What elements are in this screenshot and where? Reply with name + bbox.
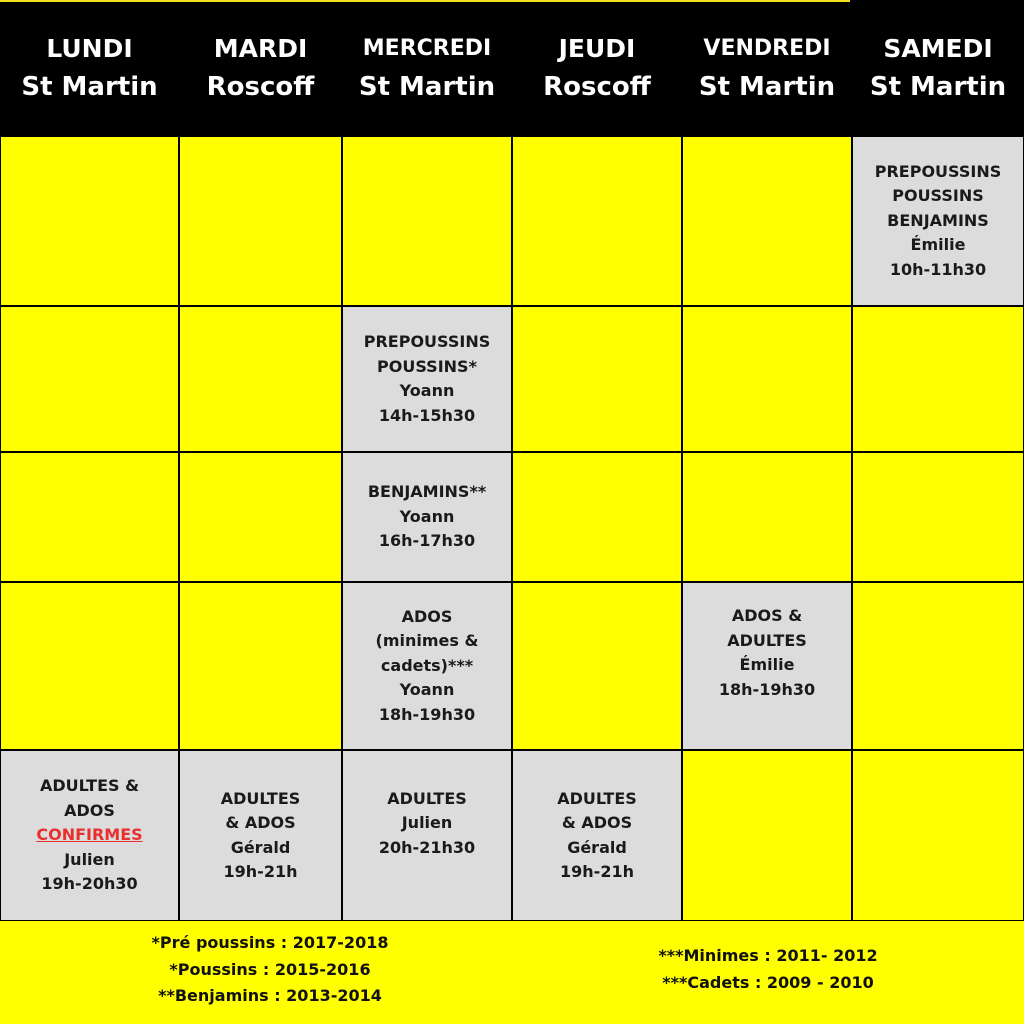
session-coach: Émilie (910, 235, 966, 255)
session-line: ADULTES (220, 788, 301, 808)
session-line: PREPOUSSINS (363, 332, 491, 351)
session-time: 19h-21h (223, 862, 298, 881)
day-header-vendredi (682, 0, 852, 136)
session-line: ADULTES (557, 788, 637, 808)
session-coach: Yoann (399, 680, 455, 700)
session-vendredi-ados-adultes (682, 582, 852, 750)
session-line: cadets)*** (380, 655, 474, 675)
session-mercredi-adultes (342, 750, 512, 921)
empty-cell (179, 136, 342, 306)
empty-cell (179, 306, 342, 452)
empty-cell (0, 136, 179, 306)
session-lundi-adultes (0, 750, 179, 921)
day-header-mercredi (342, 0, 512, 136)
session-line: POUSSINS* (377, 356, 477, 376)
session-jeudi-adultes (512, 750, 682, 921)
empty-cell (512, 306, 682, 452)
session-time: 18h-19h30 (718, 679, 816, 699)
session-text (364, 330, 491, 428)
session-time: 19h-21h (560, 862, 634, 881)
day-header-mardi (179, 0, 342, 136)
session-time: 18h-19h30 (378, 704, 476, 724)
day-location: St Martin (21, 72, 158, 102)
empty-cell (179, 452, 342, 582)
session-coach: Gérald (567, 837, 627, 857)
empty-cell (852, 582, 1024, 750)
session-time: 10h-11h30 (889, 259, 987, 279)
session-line: BENJAMINS (887, 210, 989, 230)
session-text (368, 480, 486, 554)
session-time: 19h-20h30 (41, 874, 138, 894)
session-text (36, 774, 142, 897)
legend-line: *Pré poussins : 2017-2018 (151, 933, 389, 952)
empty-cell (682, 136, 852, 306)
session-time: 14h-15h30 (378, 405, 476, 425)
session-time: 16h-17h30 (378, 531, 476, 551)
session-samedi-matin (852, 136, 1024, 306)
schedule-grid (0, 136, 1024, 921)
empty-cell (852, 306, 1024, 452)
empty-cell (0, 306, 179, 452)
empty-cell (852, 452, 1024, 582)
day-name: JEUDI (558, 34, 636, 63)
day-name: MERCREDI (362, 36, 492, 61)
empty-cell (0, 452, 179, 582)
day-location: Roscoff (543, 72, 651, 102)
session-line: ADULTES (387, 788, 467, 808)
session-time: 20h-21h30 (378, 837, 476, 857)
session-mercredi-ados (342, 582, 512, 750)
session-line: ADOS (401, 606, 453, 626)
day-name: MARDI (213, 34, 308, 63)
session-mercredi-prepoussins (342, 306, 512, 452)
empty-cell (512, 582, 682, 750)
empty-cell (682, 452, 852, 582)
empty-cell (512, 136, 682, 306)
day-name: SAMEDI (883, 34, 993, 63)
session-text (221, 787, 301, 885)
session-mercredi-benjamins (342, 452, 512, 582)
session-text (719, 604, 815, 702)
day-location: St Martin (358, 72, 496, 102)
session-line: ADOS (64, 800, 115, 820)
session-text (557, 787, 637, 885)
day-location: Roscoff (206, 72, 315, 102)
session-line: & ADOS (225, 813, 296, 832)
session-text (875, 160, 1002, 283)
session-line: BENJAMINS** (367, 482, 487, 502)
schedule-header (0, 0, 1024, 136)
empty-cell (342, 136, 512, 306)
session-coach: Émilie (739, 655, 795, 674)
session-text (376, 605, 479, 728)
legend-left (120, 930, 420, 1010)
session-coach: Julien (64, 849, 115, 869)
empty-cell (852, 750, 1024, 921)
confirmes-highlight: CONFIRMES (36, 825, 143, 845)
day-name: LUNDI (46, 34, 133, 63)
empty-cell (682, 750, 852, 921)
session-coach: Julien (401, 813, 453, 833)
session-line: ADULTES (727, 630, 807, 650)
session-mardi-adultes (179, 750, 342, 921)
empty-cell (512, 452, 682, 582)
legend-right (618, 943, 918, 996)
day-header-jeudi (512, 0, 682, 136)
session-line: ADOS & (731, 606, 803, 625)
age-legend (0, 921, 1024, 1024)
empty-cell (179, 582, 342, 750)
legend-line: ***Minimes : 2011- 2012 (658, 946, 878, 965)
session-text (379, 787, 475, 861)
session-line: PREPOUSSINS (874, 161, 1002, 181)
day-header-samedi (852, 0, 1024, 136)
session-line: ADULTES & (39, 776, 140, 796)
session-coach: Yoann (399, 506, 455, 526)
legend-line: *Poussins : 2015-2016 (169, 959, 371, 979)
day-name: VENDREDI (703, 36, 831, 61)
day-location: St Martin (698, 72, 836, 102)
day-header-lundi (0, 0, 179, 136)
legend-line: **Benjamins : 2013-2014 (158, 986, 382, 1005)
empty-cell (682, 306, 852, 452)
legend-line: ***Cadets : 2009 - 2010 (662, 972, 874, 992)
session-line: (minimes & (375, 631, 479, 651)
empty-cell (0, 582, 179, 750)
session-coach: Yoann (399, 381, 455, 400)
session-line: POUSSINS (892, 186, 984, 206)
session-line: & ADOS (561, 813, 633, 832)
session-coach: Gérald (230, 837, 291, 857)
day-location: St Martin (869, 72, 1007, 102)
